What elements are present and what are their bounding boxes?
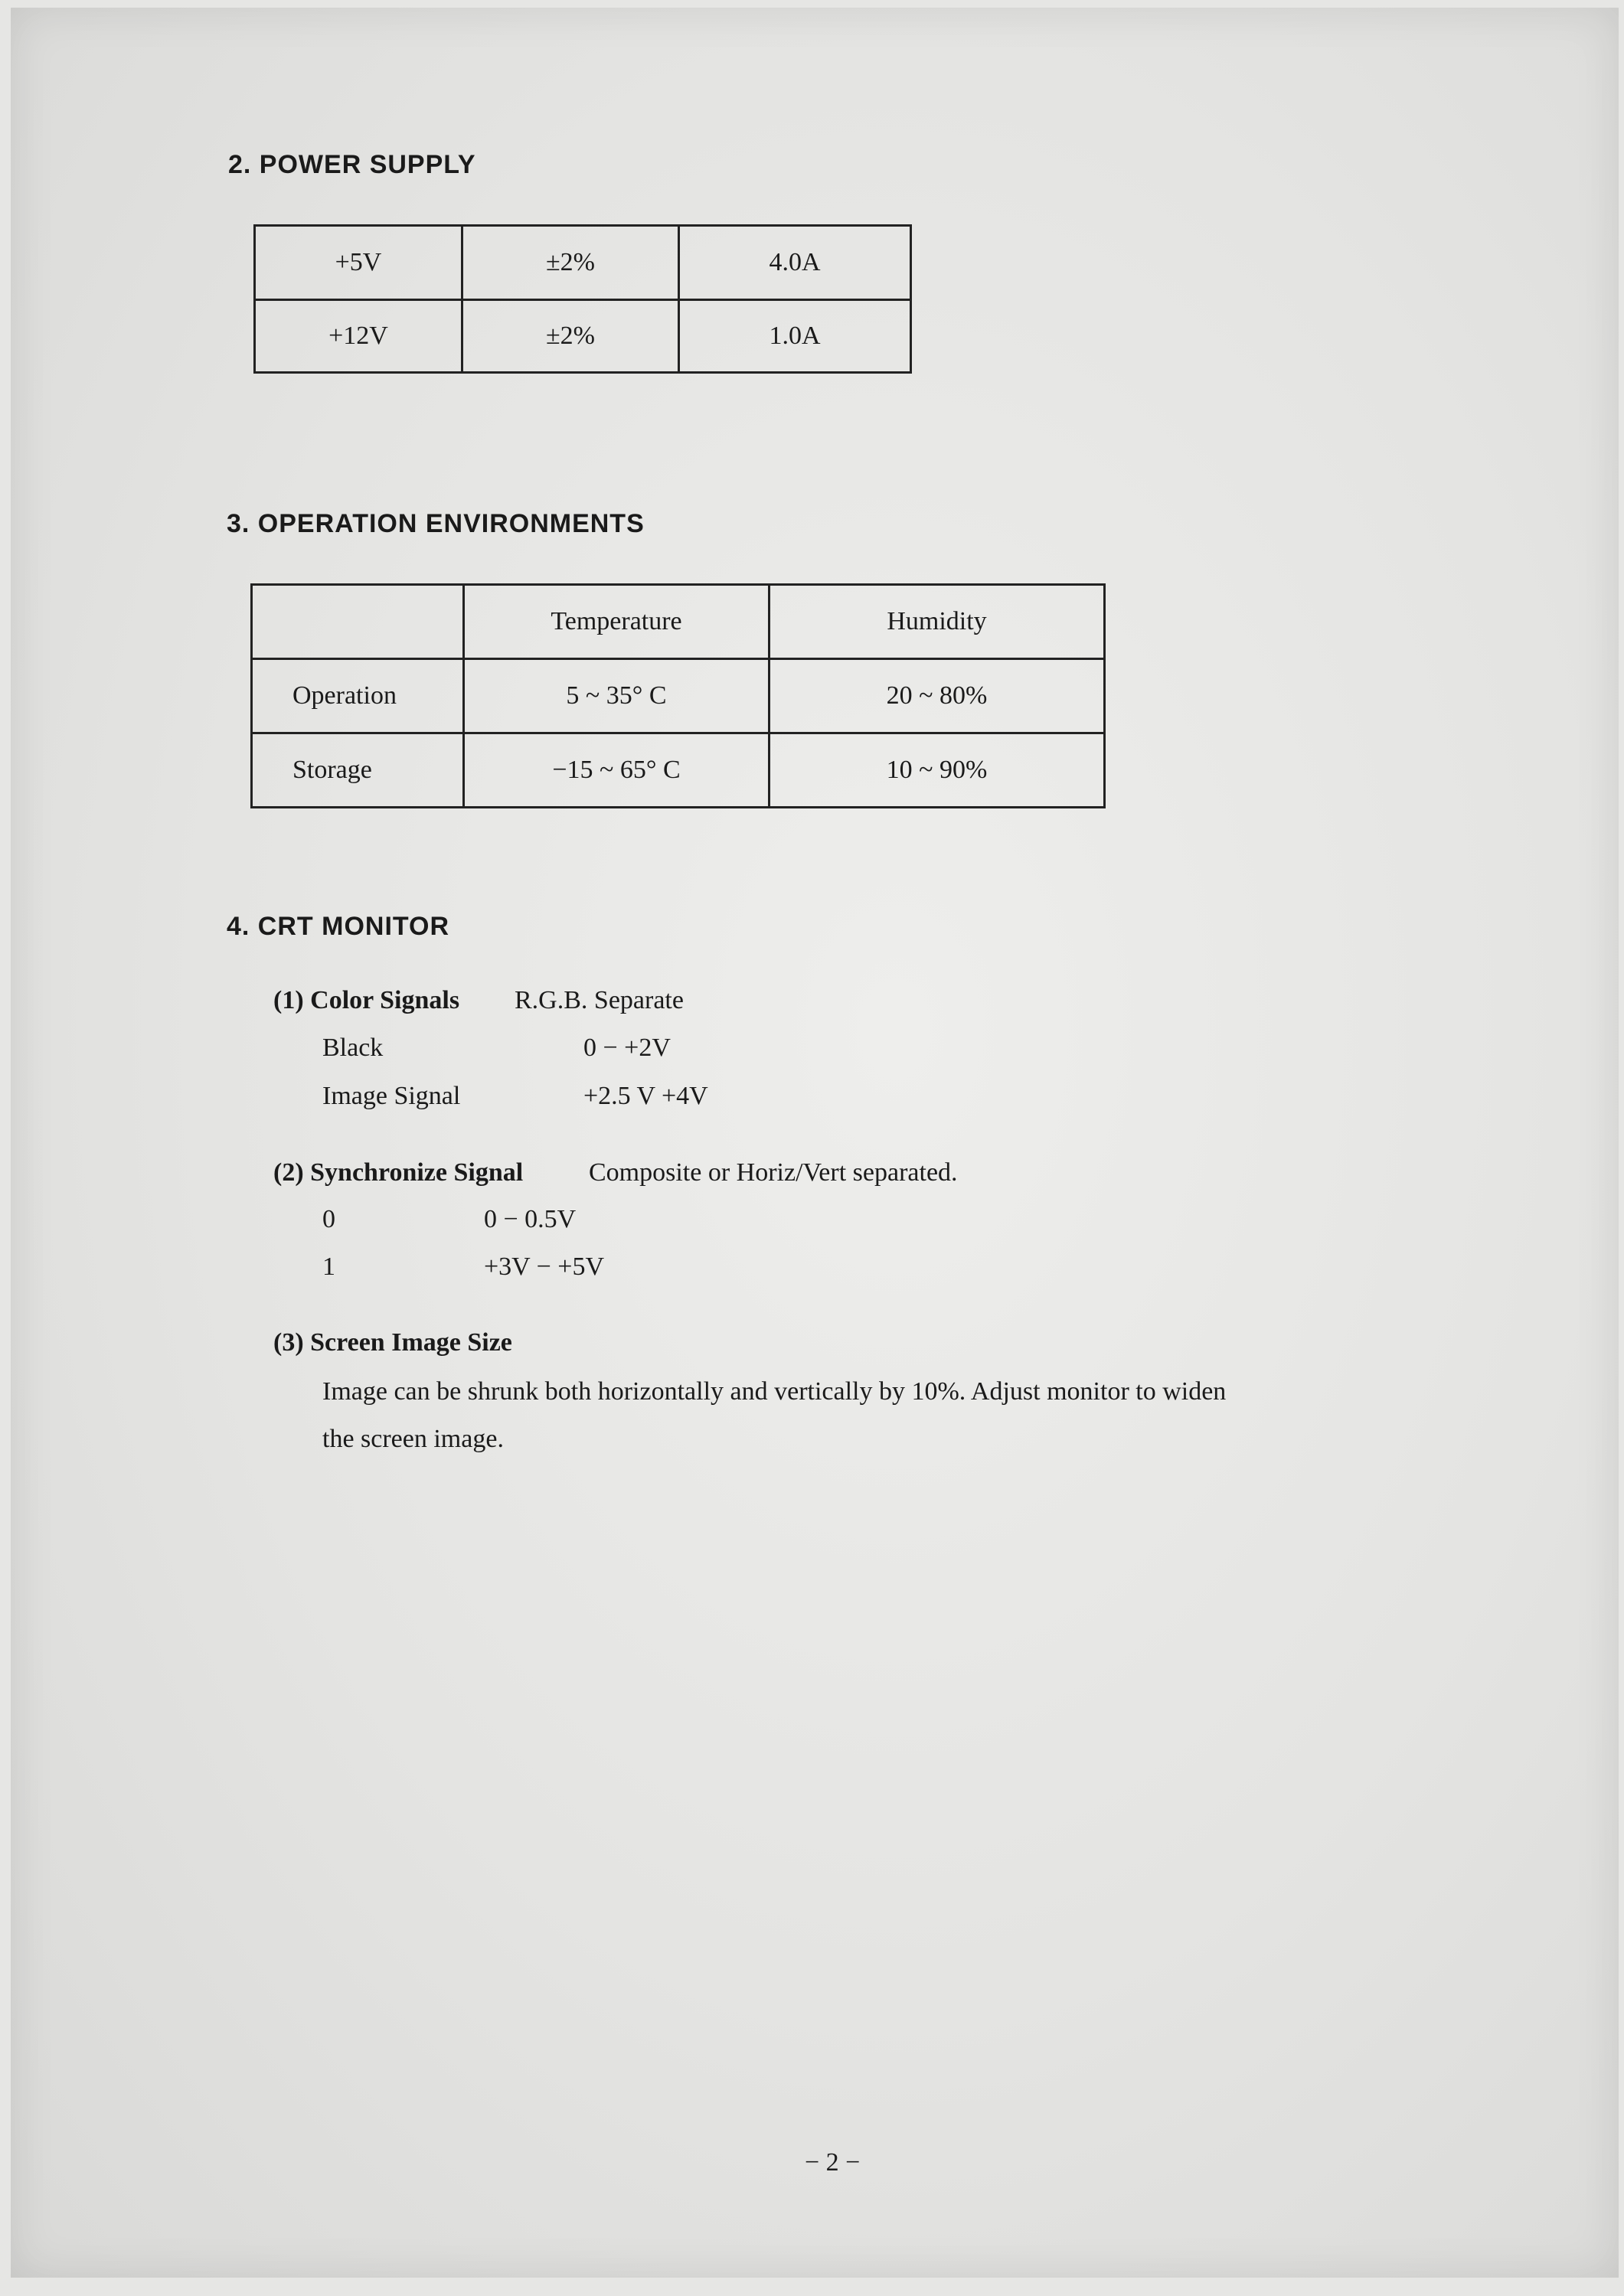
humidity-cell: 10 ~ 90% xyxy=(770,733,1105,808)
temperature-cell: −15 ~ 65° C xyxy=(464,733,770,808)
sync-one-value: +3V − +5V xyxy=(484,1253,605,1281)
sync-zero-label: 0 xyxy=(322,1205,335,1233)
tolerance-cell: ±2% xyxy=(462,226,679,300)
black-level-value: 0 − +2V xyxy=(583,1034,671,1062)
voltage-cell: +12V xyxy=(255,300,462,373)
row-label: Operation xyxy=(252,659,464,733)
color-signals-label: (1) Color Signals xyxy=(273,986,460,1014)
image-signal-label: Image Signal xyxy=(322,1082,461,1110)
table-row xyxy=(255,226,911,300)
table-row xyxy=(255,300,911,373)
power-supply-heading: 2. POWER SUPPLY xyxy=(228,150,476,179)
sync-signal-label: (2) Synchronize Signal xyxy=(273,1158,524,1187)
temperature-cell: 5 ~ 35° C xyxy=(464,659,770,733)
sync-zero-value: 0 − 0.5V xyxy=(484,1205,577,1233)
current-cell: 4.0A xyxy=(679,226,911,300)
sync-signal-value: Composite or Horiz/Vert separated. xyxy=(589,1158,958,1187)
crt-monitor-heading: 4. CRT MONITOR xyxy=(227,912,450,941)
row-label: Storage xyxy=(252,733,464,808)
sync-one-label: 1 xyxy=(322,1253,335,1281)
tolerance-cell: ±2% xyxy=(462,300,679,373)
screen-size-label: (3) Screen Image Size xyxy=(273,1328,512,1357)
temperature-header: Temperature xyxy=(464,585,770,659)
screen-size-text-line2: the screen image. xyxy=(322,1425,504,1453)
current-cell: 1.0A xyxy=(679,300,911,373)
humidity-cell: 20 ~ 80% xyxy=(770,659,1105,733)
power-supply-table xyxy=(253,224,912,374)
table-header-row xyxy=(252,585,1105,659)
table-row xyxy=(252,659,1105,733)
image-signal-value: +2.5 V +4V xyxy=(583,1082,708,1110)
environments-heading: 3. OPERATION ENVIRONMENTS xyxy=(227,509,645,538)
black-level-label: Black xyxy=(322,1034,384,1062)
humidity-header: Humidity xyxy=(770,585,1105,659)
blank-header-cell xyxy=(252,585,464,659)
screen-size-text-line1: Image can be shrunk both horizontally and vertically by 10%. Adjust monitor to widen xyxy=(322,1377,1227,1406)
voltage-cell: +5V xyxy=(255,226,462,300)
page-number: − 2 − xyxy=(805,2148,861,2177)
table-row xyxy=(252,733,1105,808)
environments-table xyxy=(250,583,1106,808)
color-signals-value: R.G.B. Separate xyxy=(515,986,684,1014)
